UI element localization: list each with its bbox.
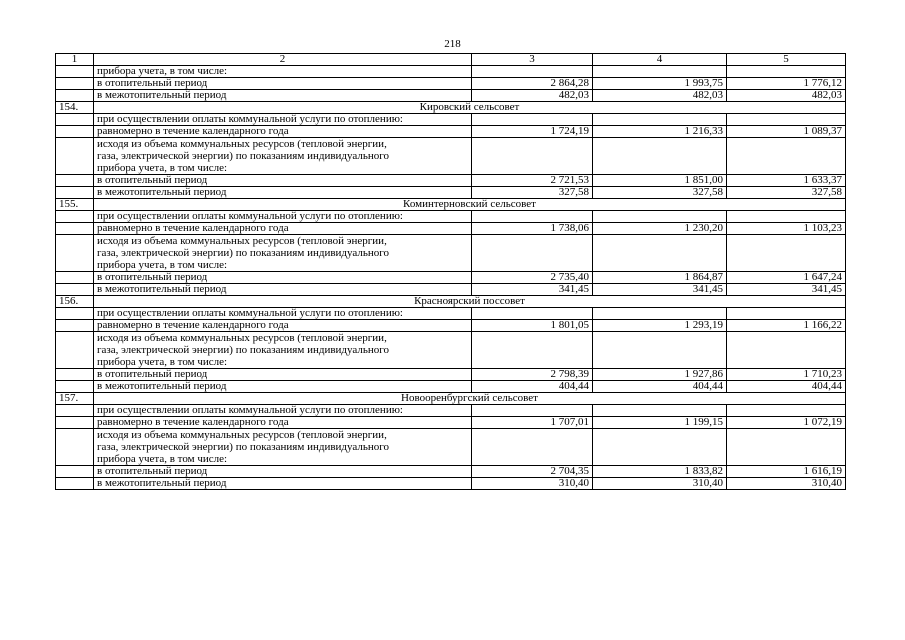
row-label: в отопительный период <box>94 272 472 284</box>
value-cell: 2 864,28 <box>472 78 593 90</box>
row-label <box>94 138 472 175</box>
value-cell: 1 089,37 <box>727 126 846 138</box>
value-cell: 310,40 <box>472 478 593 490</box>
section-row <box>56 393 846 405</box>
row-number: 155. <box>56 199 94 211</box>
row-label-line: прибора учета, в том числе: <box>97 162 228 174</box>
row-label-line: газа, электрической энергии) по показаниям индивидуального <box>97 441 389 453</box>
value-cell: 1 833,82 <box>593 466 727 478</box>
value-cell <box>472 429 593 466</box>
table-row <box>56 381 846 393</box>
value-cell: 1 103,23 <box>727 223 846 235</box>
value-cell <box>472 114 593 126</box>
value-cell <box>593 308 727 320</box>
value-cell <box>593 138 727 175</box>
table-row <box>56 405 846 417</box>
value-cell <box>472 211 593 223</box>
value-cell: 341,45 <box>472 284 593 296</box>
row-label-line: исходя из объема коммунальных ресурсов (тепловой энергии, <box>97 235 387 247</box>
value-cell: 1 738,06 <box>472 223 593 235</box>
table-row <box>56 466 846 478</box>
row-label-line: исходя из объема коммунальных ресурсов (тепловой энергии, <box>97 429 387 441</box>
row-label: прибора учета, в том числе: <box>94 66 472 78</box>
table-row <box>56 429 846 466</box>
row-label: в межотопительный период <box>94 381 472 393</box>
section-title: Новооренбургский сельсовет <box>94 393 846 405</box>
row-number <box>56 90 94 102</box>
row-label-line: газа, электрической энергии) по показаниям индивидуального <box>97 344 389 356</box>
row-label: равномерно в течение календарного года <box>94 320 472 332</box>
section-row <box>56 199 846 211</box>
row-label: при осуществлении оплаты коммунальной услуги по отоплению: <box>94 405 472 417</box>
table-row <box>56 187 846 199</box>
section-title: Коминтерновский сельсовет <box>94 199 846 211</box>
row-number <box>56 211 94 223</box>
row-number <box>56 78 94 90</box>
value-cell <box>593 429 727 466</box>
value-cell <box>593 405 727 417</box>
row-number: 156. <box>56 296 94 308</box>
value-cell <box>593 235 727 272</box>
value-cell: 2 704,35 <box>472 466 593 478</box>
value-cell: 1 864,87 <box>593 272 727 284</box>
row-number <box>56 272 94 284</box>
section-title: Кировский сельсовет <box>94 102 846 114</box>
header-cell: 5 <box>727 54 846 66</box>
value-cell: 1 724,19 <box>472 126 593 138</box>
value-cell: 341,45 <box>727 284 846 296</box>
row-label: в межотопительный период <box>94 478 472 490</box>
row-label: в отопительный период <box>94 78 472 90</box>
value-cell: 341,45 <box>593 284 727 296</box>
section-title: Красноярский поссовет <box>94 296 846 308</box>
value-cell: 1 707,01 <box>472 417 593 429</box>
value-cell <box>472 308 593 320</box>
tariff-table <box>55 53 846 490</box>
table-row <box>56 114 846 126</box>
value-cell: 404,44 <box>727 381 846 393</box>
value-cell: 1 710,23 <box>727 369 846 381</box>
value-cell: 1 072,19 <box>727 417 846 429</box>
value-cell <box>727 405 846 417</box>
row-number <box>56 369 94 381</box>
value-cell <box>727 429 846 466</box>
page-number: 218 <box>444 38 461 50</box>
table-row <box>56 284 846 296</box>
row-number <box>56 478 94 490</box>
header-cell: 4 <box>593 54 727 66</box>
row-number <box>56 405 94 417</box>
value-cell: 1 927,86 <box>593 369 727 381</box>
value-cell <box>727 211 846 223</box>
value-cell: 1 216,33 <box>593 126 727 138</box>
table-row <box>56 66 846 78</box>
row-number <box>56 126 94 138</box>
row-label: в межотопительный период <box>94 90 472 102</box>
value-cell: 2 798,39 <box>472 369 593 381</box>
section-row <box>56 102 846 114</box>
value-cell <box>472 405 593 417</box>
row-number <box>56 187 94 199</box>
value-cell: 482,03 <box>472 90 593 102</box>
value-cell <box>472 66 593 78</box>
row-label-line: исходя из объема коммунальных ресурсов (тепловой энергии, <box>97 332 387 344</box>
header-cell: 3 <box>472 54 593 66</box>
table-row <box>56 78 846 90</box>
row-label: равномерно в течение календарного года <box>94 223 472 235</box>
row-label: при осуществлении оплаты коммунальной услуги по отоплению: <box>94 308 472 320</box>
row-number <box>56 114 94 126</box>
value-cell: 2 735,40 <box>472 272 593 284</box>
row-label-line: прибора учета, в том числе: <box>97 356 228 368</box>
table-row <box>56 138 846 175</box>
row-number <box>56 223 94 235</box>
row-number <box>56 320 94 332</box>
row-number <box>56 284 94 296</box>
value-cell: 1 851,00 <box>593 175 727 187</box>
table-body <box>56 66 846 490</box>
value-cell: 1 166,22 <box>727 320 846 332</box>
value-cell <box>727 114 846 126</box>
header-row <box>56 54 846 66</box>
value-cell: 310,40 <box>727 478 846 490</box>
value-cell <box>727 308 846 320</box>
row-label: при осуществлении оплаты коммунальной услуги по отоплению: <box>94 114 472 126</box>
row-label <box>94 429 472 466</box>
value-cell: 1 199,15 <box>593 417 727 429</box>
table-row <box>56 126 846 138</box>
value-cell <box>727 332 846 369</box>
value-cell: 1 616,19 <box>727 466 846 478</box>
table-row <box>56 90 846 102</box>
section-row <box>56 296 846 308</box>
row-number <box>56 332 94 369</box>
row-label-line: исходя из объема коммунальных ресурсов (тепловой энергии, <box>97 138 387 150</box>
row-number <box>56 235 94 272</box>
row-number <box>56 66 94 78</box>
row-number: 157. <box>56 393 94 405</box>
row-label-line: газа, электрической энергии) по показаниям индивидуального <box>97 150 389 162</box>
row-label <box>94 332 472 369</box>
value-cell: 482,03 <box>593 90 727 102</box>
row-label <box>94 235 472 272</box>
table-row <box>56 211 846 223</box>
value-cell <box>727 235 846 272</box>
row-label: в межотопительный период <box>94 284 472 296</box>
table-row <box>56 223 846 235</box>
row-number: 154. <box>56 102 94 114</box>
value-cell: 482,03 <box>727 90 846 102</box>
row-label: в межотопительный период <box>94 187 472 199</box>
row-number <box>56 175 94 187</box>
value-cell: 1 776,12 <box>727 78 846 90</box>
value-cell: 327,58 <box>593 187 727 199</box>
value-cell <box>593 114 727 126</box>
row-label: в отопительный период <box>94 369 472 381</box>
row-number <box>56 381 94 393</box>
value-cell <box>472 138 593 175</box>
row-label: при осуществлении оплаты коммунальной услуги по отоплению: <box>94 211 472 223</box>
row-label: равномерно в течение календарного года <box>94 126 472 138</box>
table-row <box>56 235 846 272</box>
row-number <box>56 429 94 466</box>
value-cell: 1 633,37 <box>727 175 846 187</box>
row-number <box>56 308 94 320</box>
value-cell: 327,58 <box>727 187 846 199</box>
row-label: равномерно в течение календарного года <box>94 417 472 429</box>
table-row <box>56 272 846 284</box>
row-label: в отопительный период <box>94 466 472 478</box>
row-number <box>56 138 94 175</box>
value-cell <box>727 66 846 78</box>
table-row <box>56 320 846 332</box>
table-row <box>56 417 846 429</box>
value-cell: 404,44 <box>593 381 727 393</box>
value-cell: 1 230,20 <box>593 223 727 235</box>
row-label-line: прибора учета, в том числе: <box>97 259 228 271</box>
value-cell <box>727 138 846 175</box>
header-cell: 1 <box>56 54 94 66</box>
value-cell: 2 721,53 <box>472 175 593 187</box>
value-cell: 1 993,75 <box>593 78 727 90</box>
value-cell: 310,40 <box>593 478 727 490</box>
value-cell: 1 647,24 <box>727 272 846 284</box>
value-cell <box>472 332 593 369</box>
row-label: в отопительный период <box>94 175 472 187</box>
header-cell: 2 <box>94 54 472 66</box>
value-cell <box>593 66 727 78</box>
table-row <box>56 369 846 381</box>
table-row <box>56 478 846 490</box>
table-row <box>56 175 846 187</box>
value-cell: 1 801,05 <box>472 320 593 332</box>
value-cell <box>472 235 593 272</box>
row-label-line: прибора учета, в том числе: <box>97 453 228 465</box>
table-row <box>56 308 846 320</box>
row-number <box>56 417 94 429</box>
value-cell: 1 293,19 <box>593 320 727 332</box>
value-cell <box>593 332 727 369</box>
row-number <box>56 466 94 478</box>
value-cell <box>593 211 727 223</box>
value-cell: 327,58 <box>472 187 593 199</box>
row-label-line: газа, электрической энергии) по показаниям индивидуального <box>97 247 389 259</box>
value-cell: 404,44 <box>472 381 593 393</box>
table-row <box>56 332 846 369</box>
